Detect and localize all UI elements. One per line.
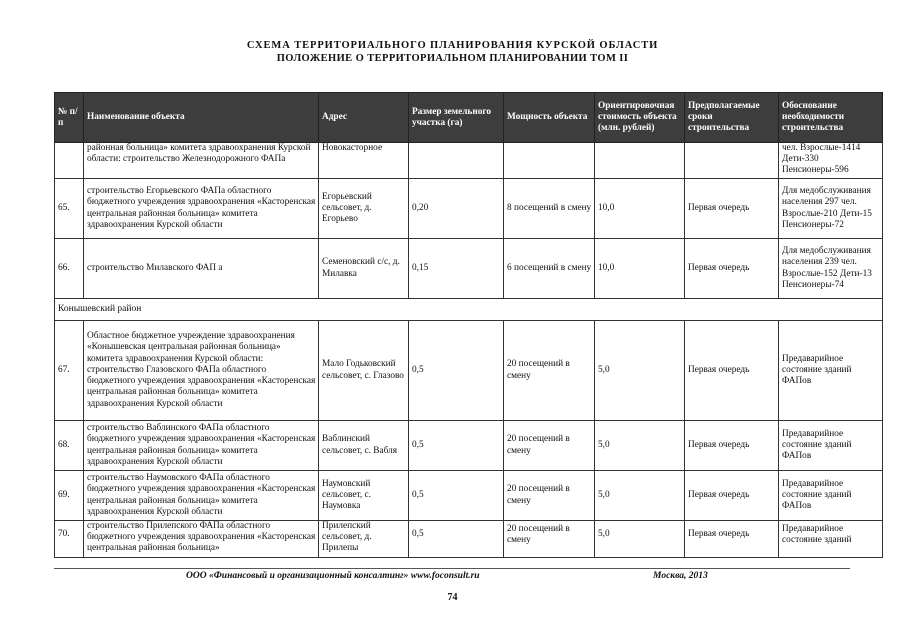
cell-cost: 5,0 bbox=[595, 521, 685, 558]
objects-table bbox=[54, 92, 883, 558]
cell-name: строительство Милавского ФАП а bbox=[84, 239, 319, 299]
cell-capacity: 6 посещений в смену bbox=[504, 239, 595, 299]
col-header-area: Размер земельного участка (га) bbox=[409, 93, 504, 143]
cell-num: 69. bbox=[55, 471, 84, 521]
cell-capacity: 20 посещений в смену bbox=[504, 421, 595, 471]
cell-capacity: 20 посещений в смену bbox=[504, 321, 595, 421]
cell-reason: Предаварийное состояние зданий ФАПов bbox=[779, 421, 883, 471]
cell-cost: 10,0 bbox=[595, 179, 685, 239]
cell-capacity: 20 посещений в смену bbox=[504, 521, 595, 558]
cell-area: 0,5 bbox=[409, 421, 504, 471]
cell-address: Ваблинский сельсовет, с. Вабля bbox=[319, 421, 409, 471]
table-row bbox=[55, 421, 883, 471]
cell-reason: Предаварийное состояние зданий ФАПов bbox=[779, 471, 883, 521]
footer-divider bbox=[54, 568, 850, 569]
cell-address: Прилепский сельсовет, д. Прилепы bbox=[319, 521, 409, 558]
table-row bbox=[55, 321, 883, 421]
cell-cost: 10,0 bbox=[595, 239, 685, 299]
cell-term: Первая очередь bbox=[685, 239, 779, 299]
cell-term bbox=[685, 143, 779, 179]
region-name: Конышевский район bbox=[55, 299, 883, 321]
cell-reason: чел. Взрослые-1414 Дети-330 Пенсионеры-596 bbox=[779, 143, 883, 179]
cell-capacity: 8 посещений в смену bbox=[504, 179, 595, 239]
cell-reason: Предаварийное состояние зданий ФАПов bbox=[779, 321, 883, 421]
cell-num: 68. bbox=[55, 421, 84, 471]
cell-reason: Предаварийное состояние зданий bbox=[779, 521, 883, 558]
cell-name: Областное бюджетное учреждение здравоохранения «Конышевская центральная районная больница» комитета здравоохранения Курской области: строительство Глазовского ФАПа областного бюджетного учреждения здравоохранения «Касторенская центральная районная больница» комитета здравоохранения Курской области bbox=[84, 321, 319, 421]
cell-term: Первая очередь bbox=[685, 321, 779, 421]
cell-term: Первая очередь bbox=[685, 421, 779, 471]
col-header-cost: Ориентировочная стоимость объекта (млн. рублей) bbox=[595, 93, 685, 143]
cell-name: строительство Прилепского ФАПа областного бюджетного учреждения здравоохранения «Касторенская центральная районная больница» bbox=[84, 521, 319, 558]
cell-num bbox=[55, 143, 84, 179]
cell-name: районная больница» комитета здравоохранения Курской области: строительство Железнодорожного ФАПа bbox=[84, 143, 319, 179]
cell-address: Егорьевский сельсовет, д. Егорьево bbox=[319, 179, 409, 239]
cell-num: 66. bbox=[55, 239, 84, 299]
cell-address: Новокасторное bbox=[319, 143, 409, 179]
cell-term: Первая очередь bbox=[685, 521, 779, 558]
document-subtitle: ПОЛОЖЕНИЕ О ТЕРРИТОРИАЛЬНОМ ПЛАНИРОВАНИИ ТОМ II bbox=[276, 53, 629, 64]
region-row bbox=[55, 299, 883, 321]
table-row bbox=[55, 179, 883, 239]
cell-cost: 5,0 bbox=[595, 421, 685, 471]
col-header-reason: Обоснование необходимости строительства bbox=[779, 93, 883, 143]
cell-num: 70. bbox=[55, 521, 84, 558]
table-row bbox=[55, 143, 883, 179]
page-number: 74 bbox=[447, 592, 458, 603]
cell-address: Наумовский сельсовет, с. Наумовка bbox=[319, 471, 409, 521]
table-row bbox=[55, 471, 883, 521]
cell-name: строительство Ваблинского ФАПа областного бюджетного учреждения здравоохранения «Касторенская центральная районная больница» комитета здравоохранения Курской области bbox=[84, 421, 319, 471]
cell-reason: Для медобслуживания населения 297 чел. Взрослые-210 Дети-15 Пенсионеры-72 bbox=[779, 179, 883, 239]
footer-city-year: Москва, 2013 bbox=[653, 571, 708, 581]
cell-address: Мало Годьковский сельсовет, с. Глазово bbox=[319, 321, 409, 421]
cell-address: Семеновский с/с, д. Милавка bbox=[319, 239, 409, 299]
footer-company: ООО «Финансовый и организационный консалтинг» www.foconsult.ru bbox=[186, 571, 480, 581]
cell-area: 0,5 bbox=[409, 471, 504, 521]
cell-term: Первая очередь bbox=[685, 179, 779, 239]
cell-area: 0,15 bbox=[409, 239, 504, 299]
cell-area: 0,5 bbox=[409, 321, 504, 421]
cell-capacity bbox=[504, 143, 595, 179]
cell-reason: Для медобслуживания населения 239 чел. Взрослые-152 Дети-13 Пенсионеры-74 bbox=[779, 239, 883, 299]
cell-term: Первая очередь bbox=[685, 471, 779, 521]
col-header-address: Адрес bbox=[319, 93, 409, 143]
cell-cost bbox=[595, 143, 685, 179]
cell-area bbox=[409, 143, 504, 179]
cell-num: 65. bbox=[55, 179, 84, 239]
col-header-capacity: Мощность объекта bbox=[504, 93, 595, 143]
cell-num: 67. bbox=[55, 321, 84, 421]
cell-area: 0,5 bbox=[409, 521, 504, 558]
cell-name: строительство Егорьевского ФАПа областного бюджетного учреждения здравоохранения «Касторенская центральная районная больница» комитета здравоохранения Курской области bbox=[84, 179, 319, 239]
cell-capacity: 20 посещений в смену bbox=[504, 471, 595, 521]
col-header-name: Наименование объекта bbox=[84, 93, 319, 143]
cell-name: строительство Наумовского ФАПа областного бюджетного учреждения здравоохранения «Касторенская центральная районная больница» комитета здравоохранения Курской области bbox=[84, 471, 319, 521]
cell-cost: 5,0 bbox=[595, 471, 685, 521]
table-header-row bbox=[55, 93, 883, 143]
document-title: СХЕМА ТЕРРИТОРИАЛЬНОГО ПЛАНИРОВАНИЯ КУРСКОЙ ОБЛАСТИ bbox=[246, 40, 659, 51]
col-header-num: № п/п bbox=[55, 93, 84, 143]
cell-cost: 5,0 bbox=[595, 321, 685, 421]
col-header-term: Предполагаемые сроки строительства bbox=[685, 93, 779, 143]
table-row bbox=[55, 521, 883, 558]
cell-area: 0,20 bbox=[409, 179, 504, 239]
table-row bbox=[55, 239, 883, 299]
